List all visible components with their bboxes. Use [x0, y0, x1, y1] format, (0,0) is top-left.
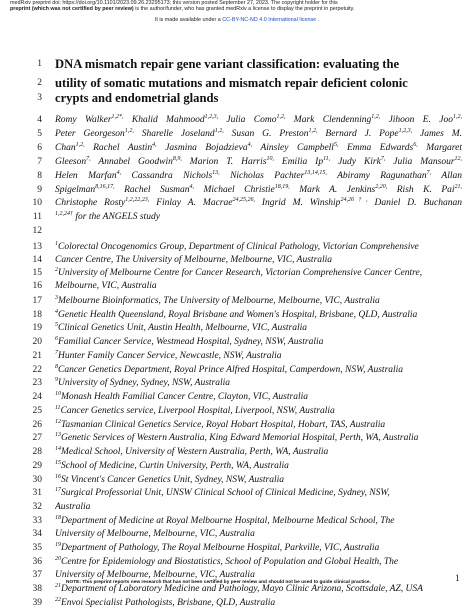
line-number: 9 — [37, 185, 42, 195]
manuscript-line — [0, 377, 474, 389]
manuscript-line — [0, 128, 474, 140]
manuscript-line — [0, 391, 474, 403]
header-license-rest: is the author/funder, who has granted medRxiv a license to display the preprint in perpetuity. — [133, 6, 355, 13]
line-text: Spigelman$^{8,16,17,}$ Rachel Susman$^{4,}$ Michael Christie$^{18,19,}$ Mark A. Jenkins$^{2,20,}$ Rish K. Pai$^{21,}$ — [55, 184, 462, 195]
line-number: 8 — [37, 171, 42, 181]
line-text: $^3$Melbourne Bioinformatics, The University of Melbourne, Melbourne, VIC, Australia — [55, 295, 380, 306]
header-availability-post: . — [316, 16, 320, 23]
line-text: $^7$Hunter Family Cancer Service, Newcastle, NSW, Australia — [55, 350, 282, 361]
manuscript-line — [0, 597, 474, 609]
line-number: 25 — [32, 406, 42, 416]
line-text: $^{21}$Department of Laboratory Medicine and Pathology, Mayo Clinic Arizona, Scottsdale, AZ, USA — [55, 583, 423, 594]
manuscript-line — [0, 446, 474, 458]
manuscript-line — [0, 432, 474, 444]
preprint-header — [0, 0, 474, 23]
manuscript-line — [0, 460, 474, 472]
line-text: $^8$Cancer Genetics Department, Royal Prince Alfred Hospital, Camperdown, NSW, Australia — [55, 364, 404, 375]
line-text: $^{18}$Department of Medicine at Royal Melbourne Hospital, Melbourne Medical School, The — [55, 515, 395, 526]
line-text: $^{15}$School of Medicine, Curtin University, Perth, WA, Australia — [55, 460, 289, 471]
manuscript-line — [0, 515, 474, 527]
line-text: $^4$Genetic Health Queensland, Royal Brisbane and Women's Hospital, Brisbane, QLD, Australia — [55, 309, 418, 320]
manuscript-line — [0, 528, 474, 540]
manuscript-line — [0, 254, 474, 266]
line-text: $^{12}$Tasmanian Clinical Genetics Service, Royal Hobart Hospital, Hobart, TAS, Australia — [55, 419, 386, 430]
line-text: $^{10}$Monash Health Familial Cancer Centre, Clayton, VIC, Australia — [55, 391, 308, 402]
line-number: 15 — [32, 268, 42, 278]
header-license-line — [0, 6, 474, 12]
manuscript-line — [0, 184, 474, 196]
manuscript-line — [0, 267, 474, 279]
manuscript-line — [0, 322, 474, 334]
line-number: 24 — [32, 392, 42, 402]
manuscript-line — [0, 364, 474, 376]
line-text: $^{13}$Genetic Services of Western Australia, King Edward Memorial Hospital, Perth, WA, Australia — [55, 432, 419, 443]
manuscript-line — [0, 501, 474, 513]
line-number: 35 — [32, 543, 42, 553]
manuscript-line — [0, 114, 474, 126]
manuscript-line — [0, 170, 474, 182]
line-number: 22 — [32, 365, 42, 375]
header-availability-line — [0, 17, 474, 23]
line-number: 6 — [37, 143, 42, 153]
paper-title-line: utility of somatic mutations and mismatch repair deficient colonic — [55, 76, 408, 90]
line-number: 31 — [32, 488, 42, 498]
line-number: 27 — [32, 433, 42, 443]
line-number: 12 — [32, 226, 42, 236]
line-text: Christophe Rosty$^{1,2,22,23,}$ Finlay A. Macrae$^{24,25,26,}$ Ingrid M. Winship$^{24,26\dagger,}$ Daniel D. Buchanan — [55, 197, 462, 208]
manuscript-line — [0, 309, 474, 321]
manuscript-line — [0, 92, 474, 104]
peer-review-note: NOTE: This preprint reports new research that has not been certified by peer review and should not be used to guide clinical practice. — [66, 580, 371, 585]
manuscript-line — [0, 556, 474, 568]
line-number: 18 — [32, 310, 42, 320]
line-number: 5 — [37, 129, 42, 139]
line-number: 4 — [37, 115, 42, 125]
paper-title-line: crypts and endometrial glands — [55, 91, 219, 105]
line-text: Chan$^{1,2,}$ Rachel Austin$^{4,}$ Jasmina Bojadzieva$^{4,}$ Ainsley Campbell$^{5,}$ Emma Edwards$^{6,}$ Margaret — [55, 142, 462, 153]
manuscript-line — [0, 241, 474, 253]
line-number: 7 — [37, 157, 42, 167]
line-number: 2 — [37, 78, 42, 88]
line-text: Gleeson$^{7,}$ Annabel Goodwin$^{8,9,}$ Marion T. Harris$^{10,}$ Emilia $Ip^{11,}$ Judy Kirk$^{7,}$ Julia Mansour$^{12,}$ — [55, 156, 462, 167]
manuscript-line — [0, 336, 474, 348]
header-not-certified: preprint (which was not certified by peer review) — [10, 6, 134, 13]
line-text: Melbourne, VIC, Australia — [55, 281, 157, 291]
manuscript-line — [0, 405, 474, 417]
license-link[interactable]: CC-BY-NC-ND 4.0 International license — [222, 16, 317, 23]
line-text: $^{17}$Surgical Professorial Unit, UNSW Clinical School of Clinical Medicine, Sydney, NSW, — [55, 487, 390, 498]
header-availability-pre: It is made available under a — [154, 16, 223, 23]
line-number: 23 — [32, 378, 42, 388]
line-text: University of Melbourne, Melbourne, VIC, Australia — [55, 529, 255, 539]
line-text: $^1$Colorectal Oncogenomics Group, Department of Clinical Pathology, Victorian Comprehensive — [55, 241, 419, 252]
manuscript-line — [0, 156, 474, 168]
line-text: $^9$University of Sydney, Sydney, NSW, Australia — [55, 377, 231, 388]
line-text: Cancer Centre, The University of Melbourne, Melbourne, VIC, Australia — [55, 255, 333, 265]
line-number: 14 — [32, 255, 42, 265]
paper-title-line: DNA mismatch repair gene variant classification: evaluating the — [55, 57, 400, 71]
line-text: $^{22}$Envoi Specialist Pathologists, Brisbane, QLD, Australia — [55, 597, 276, 608]
line-number: 16 — [32, 281, 42, 291]
line-number: 13 — [32, 242, 42, 252]
line-text: Australia — [55, 502, 91, 512]
line-text: University of Melbourne, Melbourne, VIC, Australia — [55, 570, 255, 580]
manuscript-line — [0, 350, 474, 362]
line-text: Peter Georgeson$^{1,2,}$ Sharelle Joseland$^{1,2,}$ Susan G. Preston$^{1,2,}$ Bernard J. Pope$^{1,2,3,}$ James M. — [55, 128, 462, 139]
line-text: $^2$University of Melbourne Centre for Cancer Research, Victorian Comprehensive Cancer Centre, — [55, 267, 423, 278]
header-doi-line: medRxiv preprint doi: https://doi.org/10.1101/2023.09.26.23295173; this version posted September 27, 2023. The copyright holder for this — [10, 0, 338, 6]
line-number: 38 — [32, 584, 42, 594]
line-number: 20 — [32, 337, 42, 347]
line-number: 30 — [32, 475, 42, 485]
manuscript-line — [0, 419, 474, 431]
manuscript-line — [0, 295, 474, 307]
line-text: $^{20}$Centre for Epidemiology and Biostatistics, School of Population and Global Health, The — [55, 556, 399, 567]
line-number: 39 — [32, 598, 42, 608]
line-number: 32 — [32, 502, 42, 512]
line-number: 1 — [37, 59, 42, 69]
line-text: $^6$Familial Cancer Service, Westmead Hospital, Sydney, NSW, Australia — [55, 336, 324, 347]
line-number: 17 — [32, 296, 42, 306]
line-number: 26 — [32, 420, 42, 430]
manuscript-line — [0, 197, 474, 209]
line-text: Helen Marfan$^{4,}$ Cassandra Nichols$^{13,}$ Nicholas Pachter$^{13,14,15,}$ Abiramy Ragunathan$^{7,}$ Allan — [55, 170, 462, 181]
line-number: 36 — [32, 557, 42, 567]
manuscript-line — [0, 542, 474, 554]
manuscript-line — [0, 58, 474, 70]
line-number: 37 — [32, 570, 42, 580]
line-number: 10 — [32, 198, 42, 208]
manuscript-line — [0, 280, 474, 292]
line-text: $^{19}$Department of Pathology, The Royal Melbourne Hospital, Parkville, VIC, Australia — [55, 542, 380, 553]
line-number: 11 — [32, 212, 42, 222]
line-text: $^{11}$Cancer Genetics service, Liverpool Hospital, Liverpool, NSW, Australia — [55, 405, 335, 416]
manuscript-line — [0, 487, 474, 499]
line-number: 19 — [32, 323, 42, 333]
line-text: $^{16}$St Vincent's Cancer Genetics Unit, Sydney, NSW, Australia — [55, 474, 284, 485]
line-number: 29 — [32, 461, 42, 471]
manuscript-line — [0, 77, 474, 89]
line-number: 28 — [32, 447, 42, 457]
line-number: 3 — [37, 93, 42, 103]
line-number: 33 — [32, 516, 42, 526]
line-number: 21 — [32, 351, 42, 361]
manuscript-line — [0, 142, 474, 154]
line-text: Romy Walker$^{1,2*,}$ Khalid Mahmood$^{1,2,3,}$ Julia Como$^{1,2,}$ Mark Clendenning$^{1,2,}$ Jihoon E. Joo$^{1,2,}$ — [55, 114, 462, 125]
page-number: 1 — [455, 573, 460, 583]
line-number: 34 — [32, 529, 42, 539]
line-text: $^{14}$Medical School, University of Western Australia, Perth, WA, Australia — [55, 446, 329, 457]
line-text: $^{1,2,24\dagger}$ for the ANGELS study — [55, 211, 160, 222]
manuscript-line — [0, 474, 474, 486]
manuscript-line — [0, 211, 474, 223]
manuscript-line — [0, 225, 474, 237]
line-text: $^5$Clinical Genetics Unit, Austin Health, Melbourne, VIC, Australia — [55, 322, 308, 333]
